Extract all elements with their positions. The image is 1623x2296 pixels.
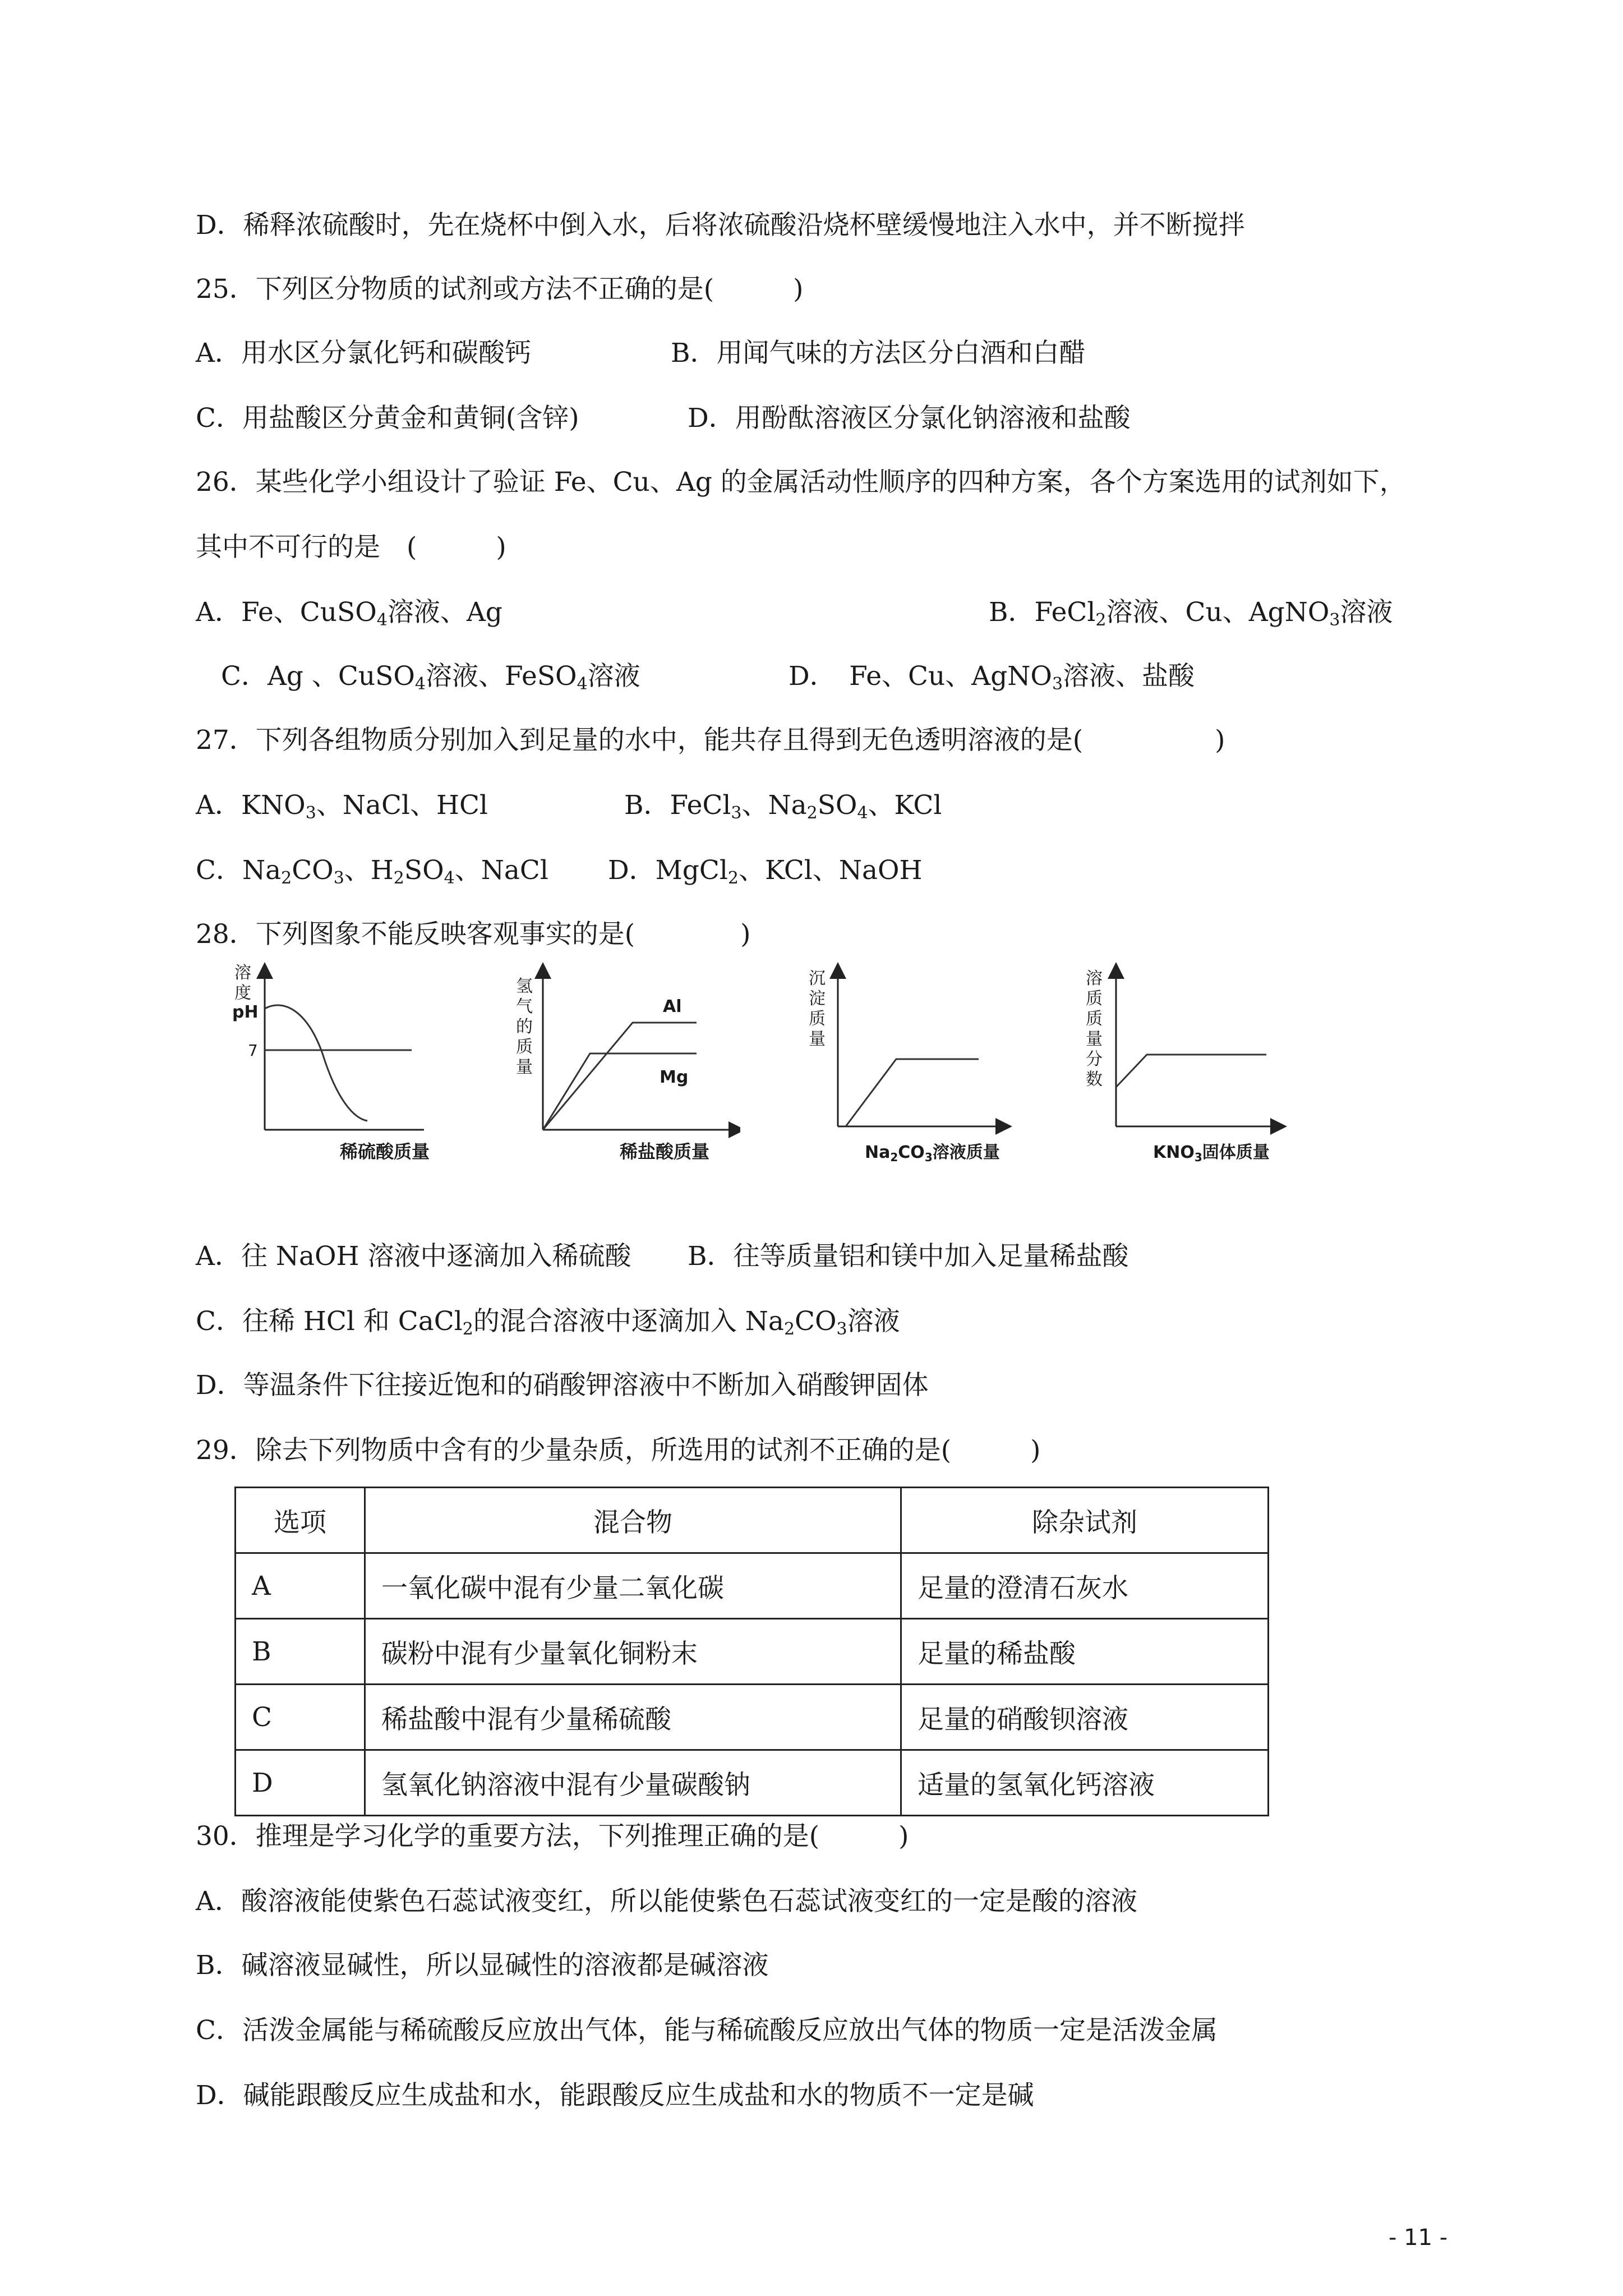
cell-option: B: [236, 1619, 365, 1685]
q28-option-a: A．往 NaOH 溶液中逐滴加入稀硫酸: [196, 1241, 631, 1272]
q28-option-b: B．往等质量铝和镁中加入足量稀盐酸: [688, 1241, 1129, 1272]
g3-ylabel-1: 沉: [809, 969, 826, 988]
g2-ylabel-1: 氢: [516, 977, 533, 996]
cell-option: A: [236, 1553, 365, 1619]
cell-mixture: 一氧化碳中混有少量二氧化碳: [365, 1553, 901, 1619]
q28-graph-1: [224, 958, 449, 1182]
precipitate-line: [846, 1059, 979, 1126]
q29-table: [234, 1487, 1269, 1816]
g3-ylabel-3: 质: [809, 1009, 826, 1029]
g2-ylabel-4: 质: [516, 1037, 533, 1057]
cell-mixture: 稀盐酸中混有少量稀硫酸: [365, 1685, 901, 1750]
q30-option-d: D．碱能跟酸反应生成盐和水，能跟酸反应生成盐和水的物质不一定是碱: [196, 2080, 1034, 2111]
cell-reagent: 适量的氢氧化钙溶液: [901, 1750, 1269, 1816]
table-row: [236, 1685, 1269, 1750]
mass-fraction-line: [1116, 1055, 1266, 1087]
q28-graph-4: [1071, 958, 1307, 1182]
q29-stem: 29．除去下列物质中含有的少量杂质，所选用的试剂不正确的是( ): [196, 1435, 1041, 1466]
cell-option: D: [236, 1750, 365, 1816]
g4-ylabel-3: 质: [1086, 1009, 1103, 1029]
q27-option-a: A．$KNO_3$、NaCl、HCl: [196, 790, 488, 823]
q25-stem: 25．下列区分物质的试剂或方法不正确的是( ): [196, 274, 804, 305]
q28-option-d: D．等温条件下往接近饱和的硝酸钾溶液中不断加入硝酸钾固体: [196, 1370, 929, 1401]
series-mg-label: Mg: [660, 1068, 689, 1087]
g3-ylabel-4: 量: [809, 1029, 826, 1049]
table-row: [236, 1619, 1269, 1685]
g1-ylabel-2: 度: [234, 983, 251, 1003]
q26-option-d: D． Fe、Cu、AgNO$_3$溶液、盐酸: [789, 661, 1195, 694]
q25-option-b: B．用闻气味的方法区分白酒和白醋: [671, 338, 1086, 369]
g4-ylabel-4: 量: [1086, 1029, 1103, 1049]
header-reagent: 除杂试剂: [901, 1488, 1269, 1553]
q27-option-b: B．FeCl$_3$、$Na_2SO_4$、KCl: [624, 790, 942, 823]
q28-graph-3: [796, 958, 1032, 1182]
ph-curve: [265, 1005, 367, 1121]
series-al-label: Al: [663, 997, 682, 1016]
g4-xlabel: $KNO_3$固体质量: [1153, 1143, 1270, 1164]
q25-option-d: D．用酚酞溶液区分氯化钠溶液和盐酸: [688, 403, 1131, 434]
g3-ylabel-2: 淀: [809, 989, 826, 1009]
q24-option-d: D．稀释浓硫酸时，先在烧杯中倒入水，后将浓硫酸沿烧杯壁缓慢地注入水中，并不断搅拌: [196, 210, 1245, 241]
cell-mixture: 碳粉中混有少量氧化铜粉末: [365, 1619, 901, 1685]
header-mixture: 混合物: [365, 1488, 901, 1553]
q26-option-c: C．Ag 、CuSO$_4$溶液、FeSO$_4$溶液: [221, 661, 640, 694]
g2-ylabel-5: 量: [516, 1057, 533, 1077]
q30-option-a: A．酸溶液能使紫色石蕊试液变红，所以能使紫色石蕊试液变红的一定是酸的溶液: [196, 1886, 1137, 1917]
g2-xlabel: 稀盐酸质量: [620, 1141, 710, 1162]
q26-option-a: A．Fe、CuSO$_4$溶液、Ag: [196, 597, 502, 630]
q26-stem-line2: 其中不可行的是 ( ): [196, 532, 506, 563]
q27-stem: 27．下列各组物质分别加入到足量的水中，能共存且得到无色透明溶液的是( ): [196, 725, 1225, 756]
q25-option-a: A．用水区分氯化钙和碳酸钙: [196, 338, 531, 369]
g2-ylabel-2: 气: [516, 997, 533, 1016]
q30-option-b: B．碱溶液显碱性，所以显碱性的溶液都是碱溶液: [196, 1950, 769, 1981]
q28-stem: 28．下列图象不能反映客观事实的是( ): [196, 919, 751, 950]
g4-ylabel-6: 数: [1086, 1070, 1103, 1089]
g3-xlabel: $Na_2CO_3$溶液质量: [865, 1143, 1000, 1164]
g1-ylabel-1: 溶: [234, 963, 251, 983]
q28-option-c: C．往稀 HCl 和 CaCl$_2$的混合溶液中逐滴加入 $Na_2CO_3$溶液: [196, 1306, 900, 1339]
page-number: - 11 -: [1389, 2225, 1448, 2251]
g4-ylabel-5: 分: [1086, 1050, 1103, 1069]
q30-option-c: C．活泼金属能与稀硫酸反应放出气体，能与稀硫酸反应放出气体的物质一定是活泼金属: [196, 2015, 1218, 2046]
q30-stem: 30．推理是学习化学的重要方法，下列推理正确的是( ): [196, 1821, 909, 1852]
table-header-row: [236, 1488, 1269, 1553]
cell-reagent: 足量的澄清石灰水: [901, 1553, 1269, 1619]
g4-ylabel-1: 溶: [1086, 969, 1103, 988]
g1-ylabel-3: pH: [232, 1002, 259, 1022]
q26-stem-line1: 26．某些化学小组设计了验证 Fe、Cu、Ag 的金属活动性顺序的四种方案，各个方案选用的试剂如下，: [196, 467, 1406, 498]
g2-ylabel-3: 的: [516, 1017, 533, 1037]
series-mg-line: [543, 1053, 697, 1130]
g1-tick-7: 7: [248, 1041, 258, 1060]
q28-graph-2: [505, 958, 740, 1182]
header-option: 选项: [236, 1488, 365, 1553]
q27-option-c: C．$Na_2CO_3$、$H_2SO_4$、NaCl: [196, 855, 548, 888]
q25-option-c: C．用盐酸区分黄金和黄铜(含锌): [196, 403, 579, 434]
cell-mixture: 氢氧化钠溶液中混有少量碳酸钠: [365, 1750, 901, 1816]
table-row: [236, 1750, 1269, 1816]
cell-reagent: 足量的稀盐酸: [901, 1619, 1269, 1685]
cell-reagent: 足量的硝酸钡溶液: [901, 1685, 1269, 1750]
cell-option: C: [236, 1685, 365, 1750]
g1-xlabel: 稀硫酸质量: [340, 1141, 430, 1162]
q27-option-d: D．MgCl$_2$、KCl、NaOH: [608, 855, 923, 888]
g4-ylabel-2: 质: [1086, 989, 1103, 1009]
q26-option-b: B．FeCl$_2$溶液、Cu、AgNO$_3$溶液: [989, 597, 1393, 630]
table-row: [236, 1553, 1269, 1619]
